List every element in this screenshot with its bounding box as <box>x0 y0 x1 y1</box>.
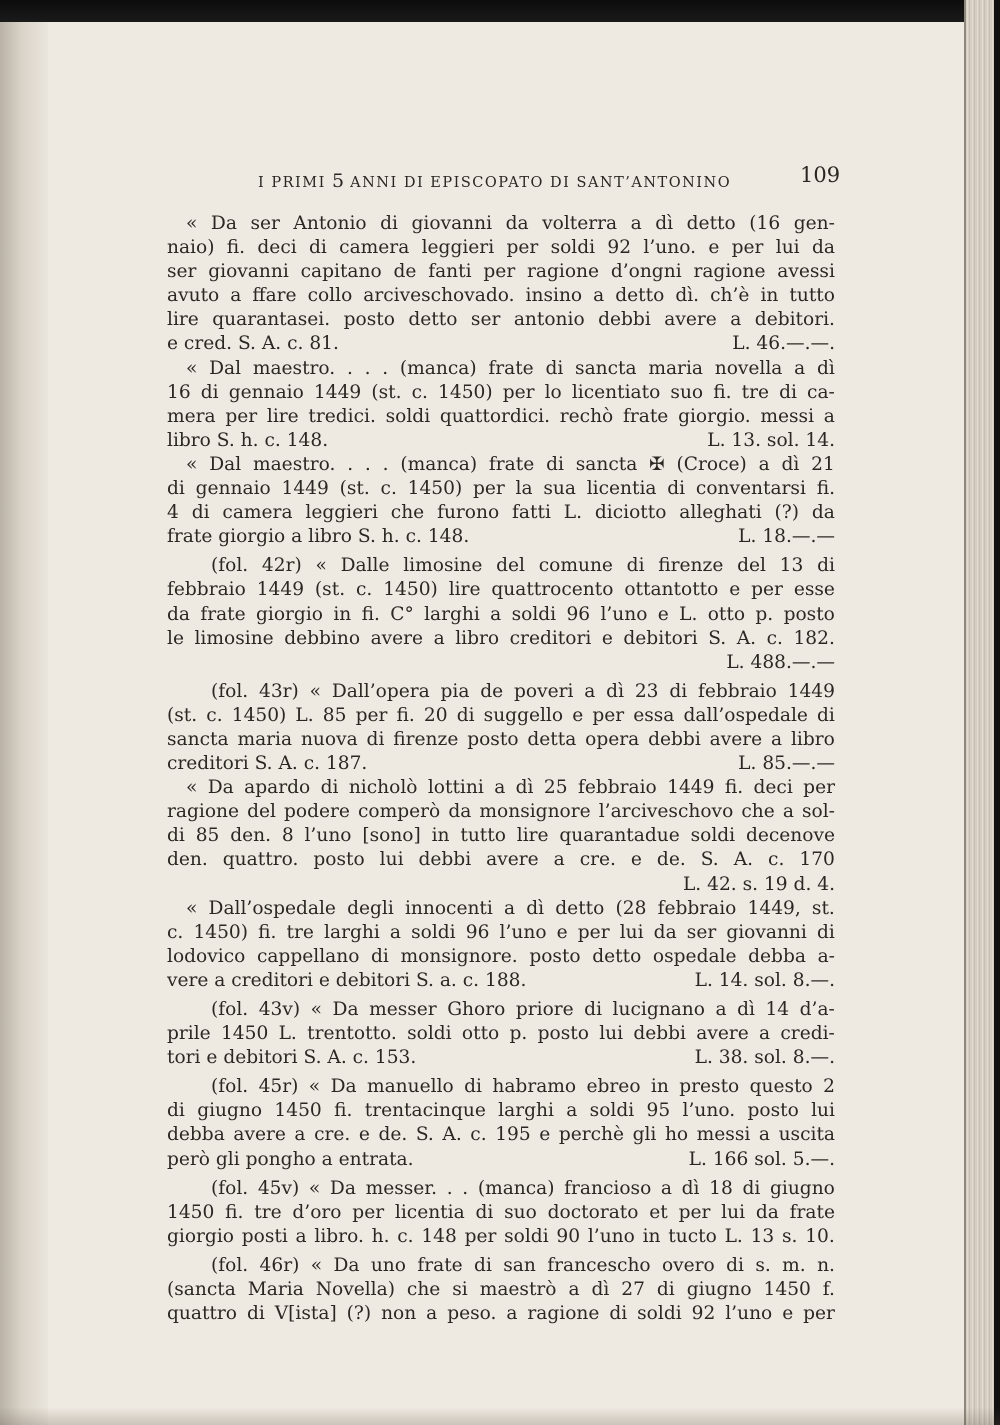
text-line: lodovico cappellano di monsignore. posto detto ospedale debba a- <box>167 945 835 967</box>
page-bottom-shadow <box>0 1407 1000 1425</box>
running-head-part: ANNI DI EPISCOPATO DI SANT’ANTONINO <box>344 175 732 191</box>
amount: L. 85.—.— <box>738 753 835 775</box>
text-line: naio) fi. deci di camera leggieri per soldi 92 l’uno. e per lui da <box>167 237 835 259</box>
amount: L. 18.—.— <box>738 526 835 548</box>
text-line: sancta maria nuova di firenze posto detta opera debbi avere a libro <box>167 728 835 750</box>
text-line: di gennaio 1449 (st. c. 1450) per la sua licentia di conventarsi fi. <box>167 478 835 500</box>
text-line: « Dal maestro. . . . (manca) frate di sancta ✠ (Croce) a dì 21 <box>186 453 835 475</box>
text-line: mera per lire tredici. soldi quattordici. rechò frate giorgio. messi a <box>167 405 835 427</box>
text-line <box>167 969 835 993</box>
text-line <box>167 429 835 453</box>
text-line: quattro di V[ista] (?) non a peso. a ragione di soldi 92 l’uno e per <box>167 1303 835 1325</box>
text-line: (fol. 45v) « Da messer. . . (manca) francioso a dì 18 di giugno <box>211 1177 835 1199</box>
text-line: (fol. 43r) « Dall’opera pia de poveri a dì 23 di febbraio 1449 <box>211 680 835 702</box>
amount: L. 166 sol. 5.—. <box>688 1148 835 1170</box>
text-line: « Da apardo di nicholò lottini a dì 25 febbraio 1449 fi. deci per <box>186 777 835 799</box>
line-text: vere a creditori e debitori S. a. c. 188. <box>167 969 527 991</box>
page-number: 109 <box>800 163 841 187</box>
running-head <box>258 170 732 192</box>
book-gutter <box>0 22 48 1425</box>
text-line: avuto a ffare collo arciveschovado. insino a detto dì. ch’è in tutto <box>167 285 835 307</box>
text-line: 1450 fi. tre d’oro per licentia di suo doctorato et per lui da frate <box>167 1201 835 1223</box>
text-line: (sancta Maria Novella) che si maestrò a dì 27 di giugno 1450 f. <box>167 1279 835 1301</box>
text-line: le limosine debbino avere a libro creditori e debitori S. A. c. 182. <box>167 627 835 649</box>
text-line: di giugno 1450 fi. trentacinque larghi a soldi 95 l’uno. posto lui <box>167 1100 835 1122</box>
amount: L. 46.—.—. <box>732 333 835 355</box>
text-line <box>167 873 835 897</box>
text-line <box>167 651 835 675</box>
text-line: di 85 den. 8 l’uno [sono] in tutto lire quarantadue soldi decenove <box>167 825 835 847</box>
running-head-number: 5 <box>331 170 345 192</box>
text-line: (fol. 42r) « Dalle limosine del comune di firenze del 13 di <box>211 555 835 577</box>
text-line: « Da ser Antonio di giovanni da volterra a dì detto (16 gen- <box>186 213 835 234</box>
running-head-part: I PRIMI <box>258 175 332 191</box>
text-line: da frate giorgio in fi. C° larghi a soldi 96 l’uno e L. otto p. posto <box>167 603 835 625</box>
line-text: frate giorgio a libro S. h. c. 148. <box>167 526 470 548</box>
text-line: 16 di gennaio 1449 (st. c. 1450) per lo licentiato suo fi. tre di ca- <box>167 381 835 403</box>
amount: L. 13. sol. 14. <box>707 429 835 451</box>
amount: L. 14. sol. 8.—. <box>694 969 835 991</box>
text-line: den. quattro. posto lui debbi avere a cre. e de. S. A. c. 170 <box>167 849 835 871</box>
text-line <box>167 1148 835 1172</box>
text-line <box>167 332 835 356</box>
line-text: creditori S. A. c. 187. <box>167 753 368 775</box>
text-line <box>167 1046 835 1070</box>
line-text: tori e debitori S. A. c. 153. <box>167 1047 417 1069</box>
text-line: debba avere a cre. e de. S. A. c. 195 e perchè gli ho messi a uscita <box>167 1124 835 1146</box>
amount: L. 42. s. 19 d. 4. <box>682 873 835 895</box>
text-line: ragione del podere comperò da monsignore l’arciveschovo che a sol- <box>167 801 835 823</box>
text-line: lire quarantasei. posto detto ser antonio debbi avere a debitori. <box>167 309 835 331</box>
text-line: « Dall’ospedale degli innocenti a dì detto (28 febbraio 1449, st. <box>186 897 835 919</box>
text-line: 4 di camera leggieri che furono fatti L. diciotto alleghati (?) da <box>167 502 835 524</box>
text-line: ser giovanni capitano de fanti per ragione d’ongni ragione avessi <box>167 261 835 283</box>
text-line: « Dal maestro. . . . (manca) frate di sancta maria novella a dì <box>186 357 835 379</box>
text-line: c. 1450) fi. tre larghi a soldi 96 l’uno e per lui da ser giovanni di <box>167 921 835 943</box>
text-line: (st. c. 1450) L. 85 per fi. 20 di suggello e per essa dall’ospedale di <box>167 704 835 726</box>
text-line: (fol. 45r) « Da manuello di habramo ebreo in presto questo 2 <box>211 1076 835 1098</box>
text-line: prile 1450 L. trentotto. soldi otto p. posto lui debbi avere a credi- <box>167 1023 835 1045</box>
line-text: libro S. h. c. 148. <box>167 429 329 451</box>
amount: L. 488.—.— <box>726 651 835 673</box>
line-text: però gli pongho a entrata. <box>167 1148 414 1170</box>
text-line <box>167 752 835 776</box>
body-text <box>167 212 835 1326</box>
scan-right-edge <box>994 0 1000 1425</box>
amount: L. 38. sol. 8.—. <box>694 1047 835 1069</box>
text-line: (fol. 43v) « Da messer Ghoro priore di lucignano a dì 14 d’a- <box>211 999 835 1020</box>
scan-top-edge <box>0 0 1000 22</box>
text-line: febbraio 1449 (st. c. 1450) lire quattrocento ottantotto e per esse <box>167 579 835 601</box>
line-text: e cred. S. A. c. 81. <box>167 333 339 355</box>
text-line <box>167 525 835 549</box>
text-line: (fol. 46r) « Da uno frate di san francescho overo di s. m. n. <box>211 1254 835 1276</box>
text-line: giorgio posti a libro. h. c. 148 per soldi 90 l’uno in tucto L. 13 s. 10. <box>167 1225 835 1247</box>
